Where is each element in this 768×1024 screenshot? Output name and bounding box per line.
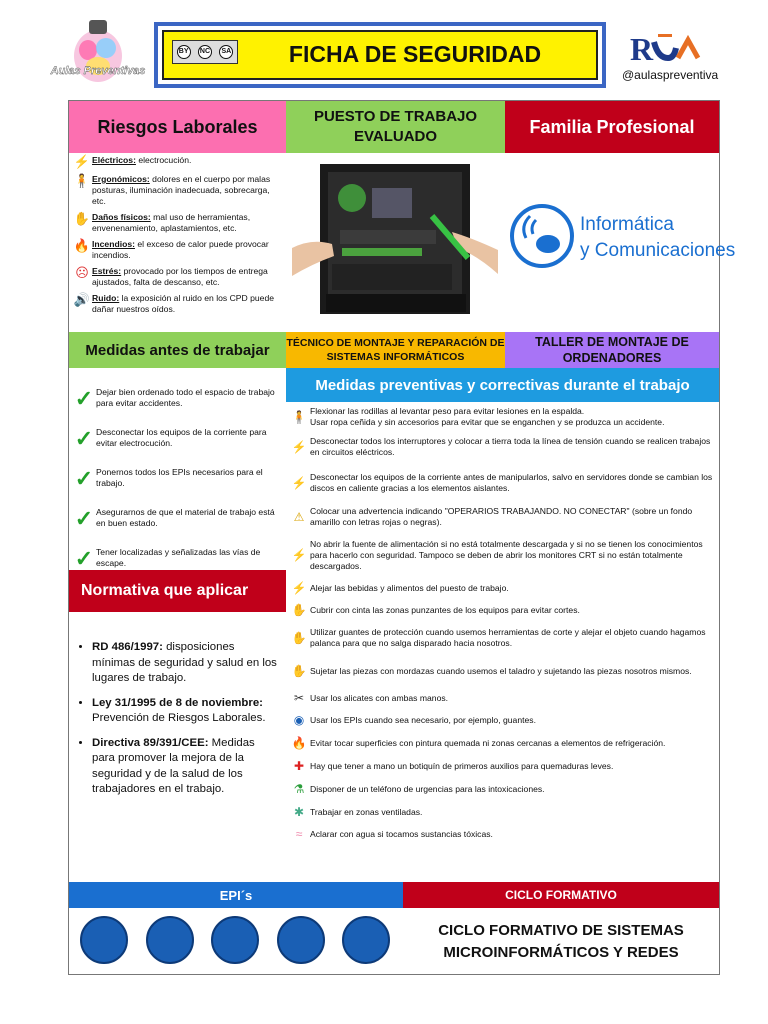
brand-logo (628, 28, 702, 66)
preventive-text: Alejar las bebidas y alimentos del puesto de trabajo. (310, 582, 509, 593)
hand-icon: ✋ (73, 211, 91, 226)
preventive-text: Disponer de un teléfono de urgencias para las intoxicaciones. (310, 783, 545, 794)
preventive-text: Flexionar las rodillas al levantar peso para evitar lesiones en la espalda. (310, 406, 585, 416)
preventive-item (288, 801, 716, 823)
page-title: FICHA DE SEGURIDAD (288, 41, 542, 67)
before-item (72, 378, 284, 418)
before-item-text: Dejar bien ordenado todo el espacio de trabajo para evitar accidentes. (96, 387, 275, 408)
preventive-item (288, 501, 716, 533)
preventive-item (288, 533, 716, 577)
ear-protection-icon (342, 916, 390, 964)
medidas-antes-header: Medidas antes de trabajar (69, 332, 286, 368)
before-item-text: Tener localizadas y señalizadas las vías de escape. (96, 547, 261, 568)
preventive-measures-list (288, 405, 716, 845)
lightning-icon: ⚡ (73, 154, 91, 169)
checkmark-icon: ✓ (74, 385, 94, 411)
norm-title: Ley 31/1995 de 8 de noviembre: (92, 696, 263, 709)
preventive-text: Usar los EPIs cuando sea necesario, por ejemplo, guantes. (310, 714, 536, 725)
risk-item (72, 266, 284, 288)
risk-label: Ergonómicos: (92, 174, 150, 184)
flask-icon: ⚗ (293, 781, 305, 796)
svg-text:R: R (630, 31, 654, 67)
stress-icon: ☹ (75, 265, 89, 280)
hand-icon: ✋ (291, 602, 307, 617)
ciclo-header: CICLO FORMATIVO (403, 882, 719, 908)
lightning-icon: ⚡ (291, 475, 307, 490)
preventive-item (288, 405, 716, 429)
risk-label: Daños físicos: (92, 212, 151, 222)
fire-icon: 🔥 (291, 735, 307, 750)
checkmark-icon: ✓ (74, 545, 94, 571)
creative-commons-badge (172, 40, 238, 64)
risk-item (72, 239, 284, 261)
preventive-text: Desconectar los equipos de la corriente antes de manipularlos, salvo en servidores donde se cambian los discos en caliente gracias a los elementos aislantes. (310, 472, 713, 493)
risk-label: Incendios: (92, 239, 135, 249)
puesto-header: PUESTO DE TRABAJO EVALUADO (286, 101, 505, 153)
norm-title: RD 486/1997: (92, 641, 163, 653)
norm-item (92, 696, 278, 727)
preventive-text: Desconectar todos los interruptores y colocar a tierra toda la línea de tensión cuando se realicen trabajos en circuitos eléctricos. (310, 436, 711, 457)
medidas-preventivas-header: Medidas preventivas y correctivas durante el trabajo (286, 368, 719, 402)
lightning-icon: ⚡ (291, 439, 307, 454)
before-item (72, 498, 284, 538)
epis-header: EPI´s (69, 882, 403, 908)
riesgos-header: Riesgos Laborales (69, 101, 286, 153)
preventive-item (288, 429, 716, 465)
wash-icon: ≈ (295, 826, 303, 841)
risk-label: Ruido: (92, 293, 120, 303)
preventive-item (288, 577, 716, 599)
preventive-text: Utilizar guantes de protección cuando usemos herramientas de corte y alejar el objeto cuando hagamos palanca para que no salga disparado hacia nosotros. (310, 627, 706, 648)
epi-icon-row (80, 916, 390, 966)
boots-icon (277, 916, 325, 964)
before-item (72, 418, 284, 458)
pliers-icon: ✂ (293, 690, 305, 705)
checkmark-icon: ✓ (74, 425, 94, 451)
hand-icon: ✋ (291, 663, 307, 678)
fire-icon: 🔥 (73, 238, 91, 253)
preventive-item (288, 823, 716, 845)
normativa-list (78, 640, 278, 807)
goggles-icon (80, 916, 128, 964)
cc-nc-icon: NC (198, 45, 212, 59)
before-item-text: Asegurarnos de que el material de trabajo está en buen estado. (96, 507, 275, 528)
speaker-icon: 🔊 (73, 292, 91, 307)
warning-icon: ⚠ (293, 509, 305, 524)
fan-icon: ✱ (293, 804, 305, 819)
normativa-header: Normativa que aplicar (69, 570, 286, 612)
norm-item (92, 736, 278, 798)
before-item-text: Desconectar los equipos de la corriente para evitar electrocución. (96, 427, 267, 448)
checkmark-icon: ✓ (74, 505, 94, 531)
preventive-item (288, 599, 716, 621)
posture-icon: 🧍 (291, 409, 307, 424)
risk-text: mal uso de herramientas, envenenamiento, aplastamientos, etc. (92, 212, 251, 233)
preventive-text: Aclarar con agua si tocamos sustancias tóxicas. (310, 828, 493, 839)
risk-text: provocado por los tiempos de entrega ajustados, falta de descanso, etc. (92, 266, 268, 287)
preventive-text: Trabajar en zonas ventiladas. (310, 806, 423, 817)
risk-text: la exposición al ruido en los CPD puede dañar nuestros oídos. (92, 293, 274, 314)
risk-item (72, 155, 284, 169)
preventive-text: No abrir la fuente de alimentación si no está totalmente descargada y si no se tienen los conocimientos para hacerlo con seguridad. Tampoco se deben de abrir los monitores CRT si no están totalmente descargados. (310, 538, 703, 571)
workshop-badge: TALLER DE MONTAJE DE ORDENADORES (505, 332, 719, 368)
cc-by-icon: BY (177, 45, 191, 59)
ciclo-formativo-name: CICLO FORMATIVO DE SISTEMAS MICROINFORMÁTICOS Y REDES (438, 922, 684, 961)
preventive-text: Usar ropa ceñida y sin accesorios para evitar que se enganchen y se produzca un accidente. (310, 417, 665, 427)
lightning-icon: ⚡ (291, 580, 307, 595)
gloves-icon (211, 916, 259, 964)
computer-case-image (292, 158, 498, 324)
preventive-text: Evitar tocar superficies con pintura quemada ni zonas cercanas a elementos de refrigeración. (310, 737, 666, 748)
before-item-text: Ponernos todos los EPIs necesarios para el trabajo. (96, 467, 263, 488)
checkmark-icon: ✓ (74, 465, 94, 491)
preventive-item (288, 777, 716, 801)
social-handle: @aulaspreventiva (622, 68, 719, 82)
informatica-comunicaciones-logo (510, 198, 736, 274)
norm-item (92, 640, 278, 687)
coverall-icon (146, 916, 194, 964)
risk-item (72, 174, 284, 207)
hand-icon: ✋ (291, 630, 307, 645)
preventive-item (288, 465, 716, 501)
before-work-list (72, 378, 284, 578)
familia-header: Familia Profesional (505, 101, 719, 153)
norm-title: Directiva 89/391/CEE: (92, 736, 209, 749)
cc-sa-icon: SA (219, 45, 233, 59)
svg-text:Aulas Preventivas: Aulas Preventivas (50, 65, 146, 77)
aulas-preventivas-logo (50, 14, 146, 94)
risk-label: Estrés: (92, 266, 122, 276)
risk-list (72, 155, 284, 320)
risk-text: electrocución. (135, 155, 192, 165)
svg-text:Informática: Informática (580, 214, 674, 235)
norm-text: disposiciones mínimas de seguridad y salud en los lugares de trabajo. (92, 641, 277, 684)
preventive-item (288, 755, 716, 777)
svg-text:y Comunicaciones: y Comunicaciones (580, 240, 736, 261)
first-aid-icon: ✚ (293, 758, 305, 773)
job-title-badge: TÉCNICO DE MONTAJE Y REPARACIÓN DE SISTEMAS INFORMÁTICOS (286, 332, 505, 368)
risk-item (72, 212, 284, 234)
posture-icon: 🧍 (73, 173, 91, 188)
risk-text: dolores en el cuerpo por malas posturas, iluminación inadecuada, sobrecarga, etc. (92, 174, 271, 206)
preventive-item (288, 731, 716, 755)
norm-text: Prevención de Riesgos Laborales. (92, 712, 266, 724)
preventive-text: Hay que tener a mano un botiquín de primeros auxilios para quemaduras leves. (310, 760, 614, 771)
risk-item (72, 293, 284, 315)
preventive-item (288, 709, 716, 731)
preventive-text: Usar los alicates con ambas manos. (310, 692, 449, 703)
before-item (72, 458, 284, 498)
preventive-text: Cubrir con cinta las zonas punzantes de los equipos para evitar cortes. (310, 604, 580, 615)
preventive-item (288, 687, 716, 709)
lightning-icon: ⚡ (291, 547, 307, 562)
preventive-text: Colocar una advertencia indicando "OPERARIOS TRABAJANDO. NO CONECTAR" (sobre un fondo amarillo con letras rojas o negras). (310, 506, 693, 527)
ppe-icon: ◉ (293, 712, 305, 727)
preventive-item (288, 655, 716, 687)
preventive-text: Sujetar las piezas con mordazas cuando usemos el taladro y sujetando las piezas nosotros mismos. (310, 665, 692, 676)
norm-text: Medidas para promover la mejora de la seguridad y de la salud de los trabajadores en el trabajo. (92, 736, 255, 795)
risk-text: el exceso de calor puede provocar incendios. (92, 239, 269, 260)
preventive-item (288, 621, 716, 655)
risk-label: Eléctricos: (92, 155, 136, 165)
